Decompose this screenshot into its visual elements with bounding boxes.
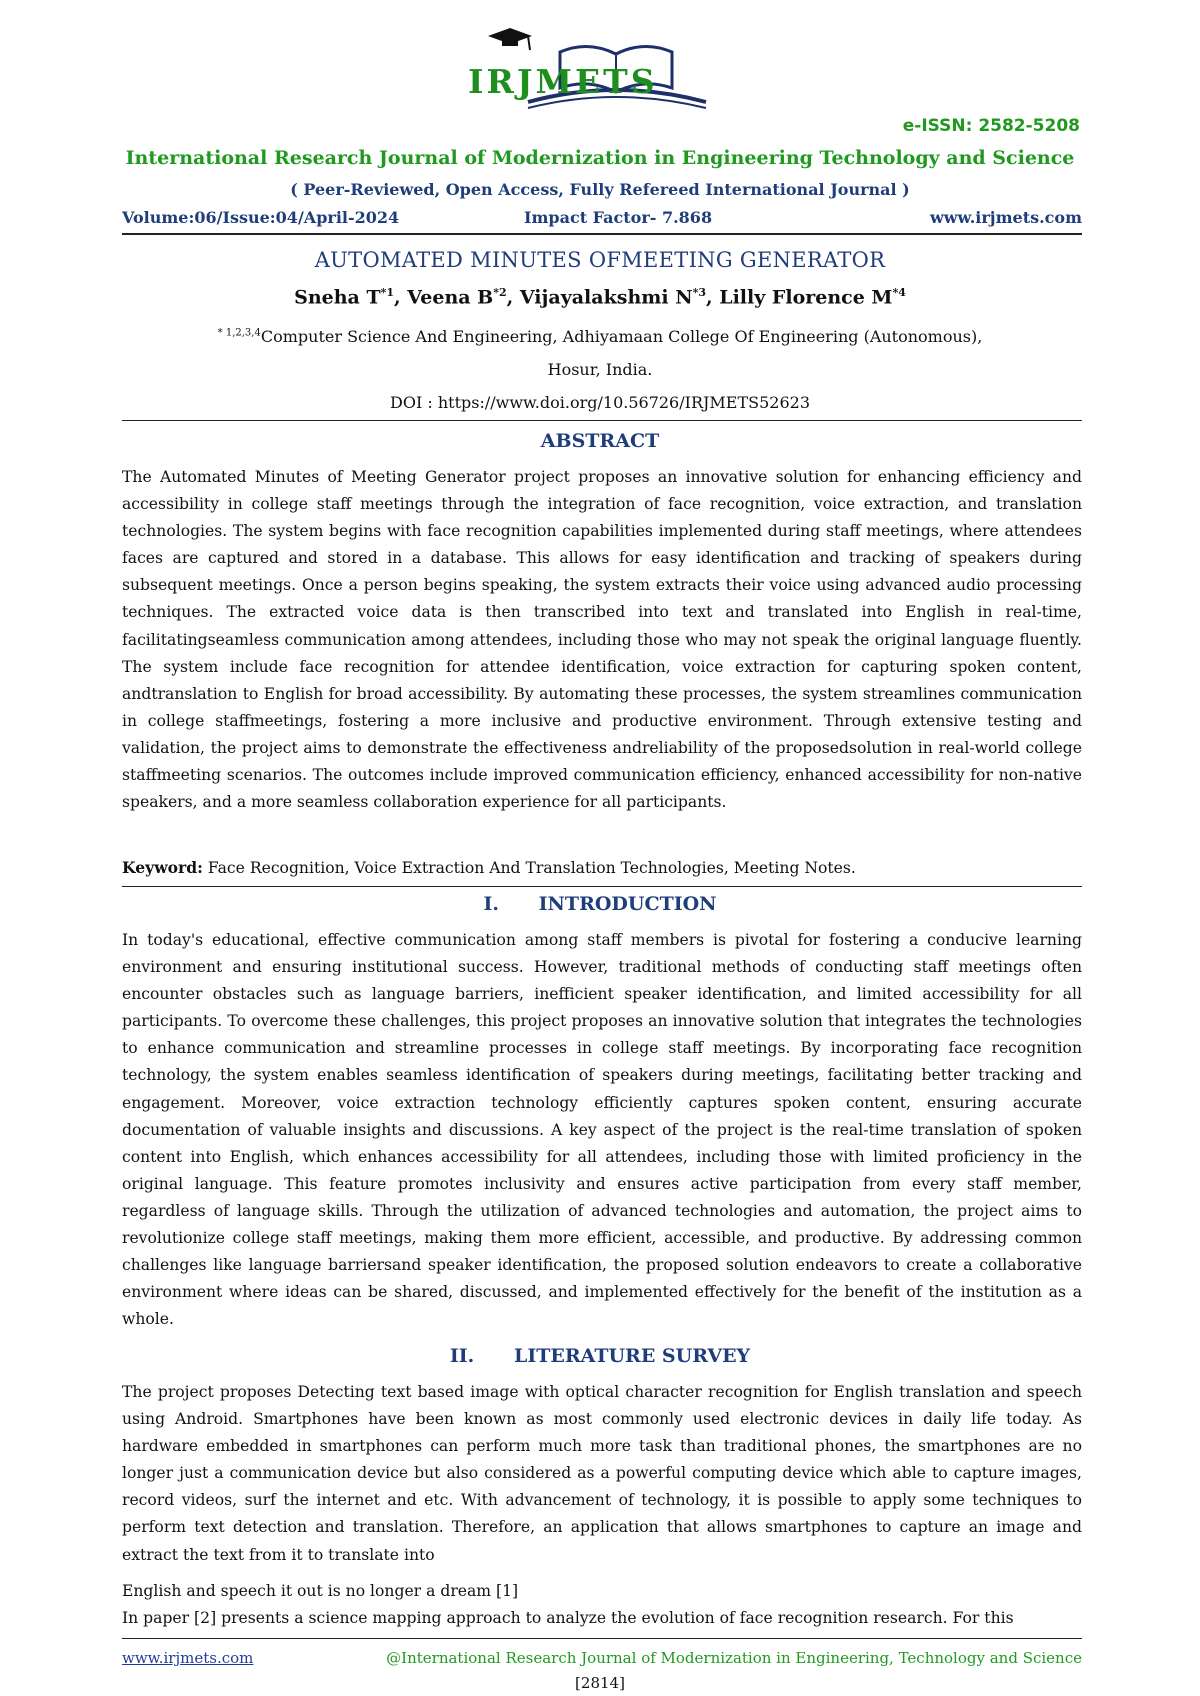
footer-website-link[interactable]: www.irjmets.com bbox=[122, 1649, 254, 1667]
section-number: I. bbox=[483, 893, 499, 915]
affiliation-line2: Hosur, India. bbox=[547, 360, 653, 379]
author-name: Vijayalakshmi N bbox=[519, 286, 693, 309]
author-name: Veena B bbox=[407, 286, 494, 309]
author-mark: *4 bbox=[892, 286, 906, 299]
abstract-divider bbox=[122, 886, 1082, 887]
paper-title: AUTOMATED MINUTES OFMEETING GENERATOR bbox=[314, 248, 886, 272]
abstract-heading: ABSTRACT bbox=[540, 430, 660, 452]
doi-divider bbox=[122, 420, 1082, 421]
footer-journal-name: @International Research Journal of Modernization in Engineering, Technology and Science bbox=[386, 1649, 1082, 1667]
journal-website[interactable]: www.irjmets.com bbox=[930, 208, 1082, 227]
keywords-text: Face Recognition, Voice Extraction And Translation Technologies, Meeting Notes. bbox=[207, 859, 856, 877]
literature-text: The project proposes Detecting text based image with optical character recognition for English translation and speech using Android. Smartphones have been known as most commonly used electronic devices in daily life today. As hardware embedded in smartphones can perform much more task than traditional phones, the smartphones are no longer just a communication device but also considered as a powerful computing device which able to capture images, record videos, surf the internet and etc. With advancement of technology, it is possible to apply some techniques to perform text detection and translation. Therefore, an application that allows smartphones to capture an image and extract the text from it to translate into bbox=[122, 1383, 1082, 1564]
author-name: Sneha T bbox=[294, 286, 381, 309]
introduction-text: In today's educational, effective communication among staff members is pivotal for fostering a conducive learning environment and ensuring institutional success. However, traditional methods of conducting staff meetings often encounter obstacles such as language barriers, inefficient speaker identification, and limited accessibility for all participants. To overcome these challenges, this project proposes an innovative solution that integrates the technologies to enhance communication and streamline processes in college staff meetings. By incorporating face recognition technology, the system enables seamless identification of speakers during meetings, facilitating better tracking and engagement. Moreover, voice extraction technology efficiently captures spoken content, ensuring accurate documentation of valuable insights and discussions. A key aspect of the project is the real-time translation of spoken content into English, which enhances accessibility for all attendees, including those with limited proficiency in the original language. This feature promotes inclusivity and ensures active participation from every staff member, regardless of language skills. Through the utilization of advanced technologies and automation, the project aims to revolutionize college staff meetings, making them more efficient, accessible, and productive. By addressing common challenges like language barriersand speaker identification, the proposed solution endeavors to create a collaborative environment where ideas can be shared, discussed, and implemented effectively for the benefit of the institution as a whole. bbox=[122, 931, 1082, 1329]
section-title: LITERATURE SURVEY bbox=[513, 1345, 751, 1367]
author-mark: *3 bbox=[692, 286, 706, 299]
literature-heading bbox=[0, 1345, 1200, 1367]
author-mark: *2 bbox=[493, 286, 507, 299]
footer-divider bbox=[122, 1638, 1082, 1639]
affiliation bbox=[0, 327, 1200, 346]
volume-issue: Volume:06/Issue:04/April-2024 bbox=[122, 208, 400, 227]
keywords-label: Keyword: bbox=[122, 858, 203, 877]
literature-line2: English and speech it out is no longer a dream [1] bbox=[122, 1582, 519, 1600]
section-number: II. bbox=[449, 1345, 475, 1367]
impact-factor: Impact Factor- 7.868 bbox=[524, 208, 713, 227]
author-name: Lilly Florence M bbox=[719, 286, 893, 309]
journal-title: International Research Journal of Modernization in Engineering Technology and Science bbox=[125, 147, 1075, 169]
introduction-heading bbox=[0, 893, 1200, 915]
peer-reviewed-note: ( Peer-Reviewed, Open Access, Fully Refereed International Journal ) bbox=[290, 180, 910, 199]
eissn: e-ISSN: 2582-5208 bbox=[902, 116, 1080, 136]
affiliation-line1: Computer Science And Engineering, Adhiyamaan College Of Engineering (Autonomous), bbox=[260, 327, 983, 346]
section-title: INTRODUCTION bbox=[538, 893, 717, 915]
logo-text: IRJMETS bbox=[468, 62, 658, 101]
author-list: Sneha $T^{*1}$, Veena $B^{*2}$, Vijayalakshmi $N^{*3}$, Lilly Florence $M^{*4}$ bbox=[294, 286, 906, 309]
literature-line3: In paper [2] presents a science mapping approach to analyze the evolution of face recognition research. For this bbox=[122, 1609, 1014, 1627]
doi-link[interactable]: DOI : https://www.doi.org/10.56726/IRJMETS52623 bbox=[390, 393, 810, 412]
page-number: [2814] bbox=[575, 1674, 625, 1692]
keywords-line bbox=[122, 858, 1082, 877]
abstract-text: The Automated Minutes of Meeting Generator project proposes an innovative solution for enhancing efficiency and accessibility in college staff meetings through the integration of face recognition, voice extraction, and translation technologies. The system begins with face recognition capabilities implemented during staff meetings, where attendees faces are captured and stored in a database. This allows for easy identification and tracking of speakers during subsequent meetings. Once a person begins speaking, the system extracts their voice using advanced audio processing techniques. The extracted voice data is then transcribed into text and translated into English in real-time, facilitatingseamless communication among attendees, including those who may not speak the original language fluently. The system include face recognition for attendee identification, voice extraction for capturing spoken content, andtranslation to English for broad accessibility. By automating these processes, the system streamlines communication in college staffmeetings, fostering a more inclusive and productive environment. Through extensive testing and validation, the project aims to demonstrate the effectiveness andreliability of the proposedsolution in real-world college staffmeeting scenarios. The outcomes include improved communication efficiency, enhanced accessibility for non-native speakers, and a more seamless collaboration experience for all participants. bbox=[122, 468, 1082, 812]
journal-logo bbox=[468, 22, 728, 122]
header-divider bbox=[122, 233, 1082, 235]
affiliation-mark: * 1,2,3,4 bbox=[217, 327, 261, 339]
author-mark: *1 bbox=[380, 286, 395, 299]
